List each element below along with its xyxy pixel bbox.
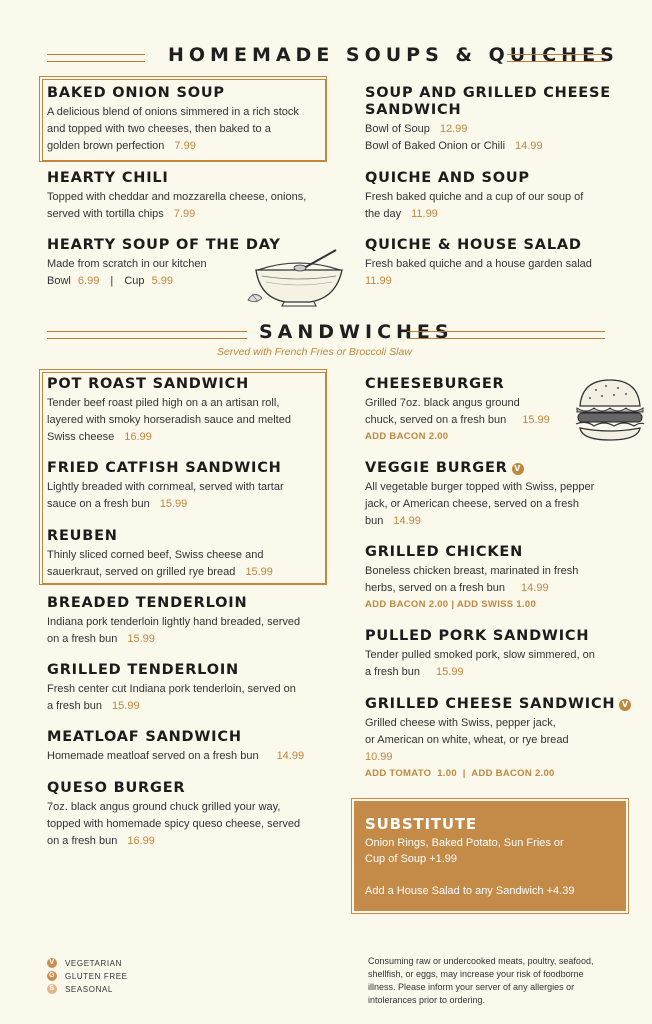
menu-item-pulled-pork [365, 628, 625, 681]
header-rule-left [47, 54, 145, 62]
vegetarian-icon: V [619, 699, 631, 711]
legend-gluten-free: G GLUTEN FREE [48, 971, 128, 981]
seasonal-icon: S [47, 984, 57, 994]
bowl-price: 6.99 [77, 275, 100, 287]
menu-item-grilled-cheese [365, 696, 635, 779]
item-name: POT ROAST SANDWICH [47, 376, 250, 392]
header-rule-left [47, 331, 247, 339]
item-name: FRIED CATFISH SANDWICH [47, 460, 282, 476]
item-name: REUBEN [47, 528, 118, 544]
item-price: 15.99 [436, 666, 464, 678]
item-price: 14.99 [515, 140, 543, 152]
item-price: 11.99 [365, 275, 392, 287]
burger-icon [574, 376, 646, 444]
item-name: BAKED ONION SOUP [47, 85, 225, 101]
menu-item-cheeseburger [365, 376, 585, 442]
item-description: Grilled cheese with Swiss, pepper jack, or American on white, wheat, or rye bread 10.99 [365, 717, 569, 763]
menu-item-soup-and-grilled-cheese [365, 85, 625, 155]
item-addon: ADD BACON 2.00 [365, 431, 449, 442]
item-name: PULLED PORK SANDWICH [365, 628, 590, 644]
sandwiches-section-title: SANDWICHES [259, 321, 454, 343]
menu-item-queso-burger [47, 780, 337, 850]
item-price: 15.99 [522, 414, 550, 426]
menu-item-veggie-burger [365, 460, 625, 530]
item-price: 14.99 [276, 750, 305, 762]
item-description: Tender pulled smoked pork, slow simmered, on a fresh bun 15.99 [365, 649, 595, 678]
header-rule-right [407, 331, 605, 339]
item-description: Fresh baked quiche and a cup of our soup of the day 11.99 [365, 191, 584, 220]
item-addon: ADD TOMATO 1.00 | ADD BACON 2.00 [365, 768, 555, 779]
menu-item-meatloaf [47, 729, 337, 765]
item-price: 14.99 [393, 515, 421, 527]
food-safety-disclaimer: Consuming raw or undercooked meats, poultry, seafood, shellfish, or eggs, may increase your risk of foodborne illness. Please inform your server of any allergies or intolerances prior to ordering. [368, 956, 594, 1005]
item-price: 16.99 [124, 431, 152, 443]
item-price: 7.99 [173, 208, 196, 220]
menu-item-grilled-chicken [365, 544, 625, 610]
item-description: A delicious blend of onions simmered in a rich stock and topped with two cheeses, then baked to a golden brown perfection 7.99 [47, 106, 299, 152]
item-price: 15.99 [127, 633, 155, 645]
item-price: 14.99 [521, 582, 549, 594]
item-name: QUESO BURGER [47, 780, 186, 796]
item-name: QUICHE AND SOUP [365, 170, 530, 186]
item-name: CHEESEBURGER [365, 376, 505, 392]
item-name: GRILLED CHEESE SANDWICH V [365, 696, 635, 713]
substitute-box [354, 801, 626, 911]
item-price: 12.99 [439, 123, 468, 135]
item-description: Fresh baked quiche and a house garden salad 11.99 [365, 258, 592, 287]
item-name: MEATLOAF SANDWICH [47, 729, 242, 745]
item-description: Grilled 7oz. black angus ground chuck, served on a fresh bun 15.99 [365, 397, 550, 426]
item-name: SOUP AND GRILLED CHEESE SANDWICH [365, 85, 611, 118]
sandwiches-subtitle: Served with French Fries or Broccoli Slaw [217, 346, 412, 358]
substitute-text: Onion Rings, Baked Potato, Sun Fries or Cup of Soup +1.99 Add a House Salad to any Sandwich +4.39 [365, 837, 575, 897]
menu-item-reuben [47, 528, 327, 581]
vegetarian-icon: V [512, 463, 524, 475]
item-name: QUICHE & HOUSE SALAD [365, 237, 582, 253]
item-price: 15.99 [245, 566, 273, 578]
cup-price: 5.99 [151, 275, 173, 287]
legend-seasonal: S SEASONAL [47, 984, 113, 994]
gluten-free-icon: G [48, 972, 56, 979]
item-price: 11.99 [411, 208, 438, 220]
item-description: Made from scratch in our kitchen Bowl 6.99 | Cup 5.99 [47, 258, 207, 287]
item-description: Boneless chicken breast, marinated in fresh herbs, served on a fresh bun 14.99 [365, 565, 579, 594]
soup-bowl-icon [244, 246, 352, 310]
vegetarian-icon: V [47, 958, 57, 968]
menu-item-quiche-house-salad [365, 237, 625, 290]
item-name: GRILLED TENDERLOIN [47, 662, 239, 678]
item-price: 15.99 [112, 700, 140, 712]
menu-item-breaded-tenderloin [47, 595, 337, 648]
menu-item-baked-onion-soup [47, 85, 327, 155]
item-name: VEGGIE BURGER V [365, 460, 625, 477]
item-price: 16.99 [127, 835, 155, 847]
item-name: HEARTY CHILI [47, 170, 169, 186]
item-description: Indiana pork tenderloin lightly hand breaded, served on a fresh bun 15.99 [47, 616, 301, 645]
item-description: Tender beef roast piled high on a an artisan roll, layered with smoky horseradish sauce and melted Swiss cheese 16.99 [47, 397, 291, 443]
item-price: 10.99 [365, 751, 393, 763]
menu-item-pot-roast [47, 376, 327, 446]
soups-section-title: HOMEMADE SOUPS & QUICHES [168, 44, 619, 66]
item-description: Lightly breaded with cornmeal, served with tartar sauce on a fresh bun 15.99 [47, 481, 284, 510]
item-description: Thinly sliced corned beef, Swiss cheese and sauerkraut, served on grilled rye bread 15.99 [47, 549, 273, 578]
menu-item-quiche-and-soup [365, 170, 625, 223]
substitute-title: SUBSTITUTE [365, 815, 477, 833]
item-name: HEARTY SOUP OF THE DAY [47, 237, 281, 253]
item-description: Topped with cheddar and mozzarella cheese, onions, served with tortilla chips 7.99 [47, 191, 307, 220]
item-price: 15.99 [159, 498, 188, 510]
menu-item-hearty-chili [47, 170, 337, 223]
item-description: Bowl of Soup 12.99 Bowl of Baked Onion or Chili 14.99 [365, 123, 543, 152]
item-description: Fresh center cut Indiana pork tenderloin, served on a fresh bun 15.99 [47, 683, 296, 712]
header-rule-right [507, 54, 605, 62]
item-name: GRILLED CHICKEN [365, 544, 524, 560]
menu-item-fried-catfish [47, 460, 327, 513]
menu-item-grilled-tenderloin [47, 662, 337, 715]
item-description: Homemade meatloaf served on a fresh bun 14.99 [47, 750, 305, 762]
item-name: BREADED TENDERLOIN [47, 595, 248, 611]
item-addon: ADD BACON 2.00 | ADD SWISS 1.00 [365, 599, 537, 610]
item-description: All vegetable burger topped with Swiss, pepper jack, or American cheese, served on a fresh bun 14.99 [365, 481, 595, 527]
item-price: 7.99 [174, 140, 196, 152]
item-description: 7oz. black angus ground chuck grilled your way, topped with homemade spicy queso cheese, served on a fresh bun 16.99 [47, 801, 301, 847]
legend-vegetarian: V VEGETARIAN [47, 958, 122, 968]
